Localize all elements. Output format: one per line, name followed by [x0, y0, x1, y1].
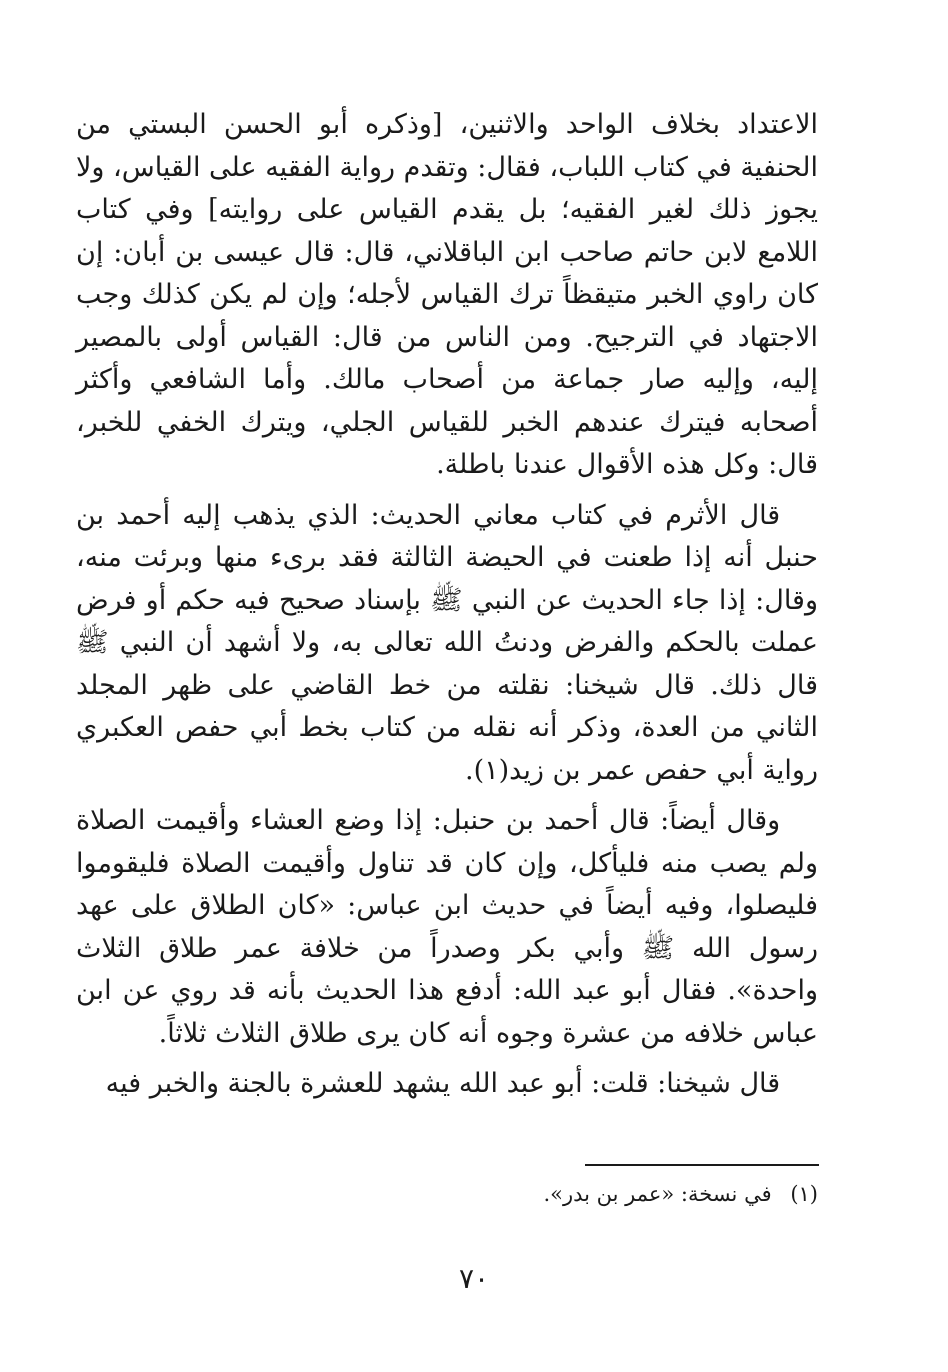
footnote-text: في نسخة: «عمر بن بدر». — [543, 1182, 772, 1206]
main-text — [76, 104, 818, 1106]
page-number: ٧٠ — [458, 1262, 490, 1295]
paragraph-4: قال شيخنا: قلت: أبو عبد الله يشهد للعشرة بالجنة والخبر فيه — [105, 1068, 781, 1099]
footnote-divider — [585, 1164, 819, 1166]
footnote — [218, 1176, 818, 1212]
paragraph-1: الاعتداد بخلاف الواحد والاثنين، [وذكره أبو الحسن البستي من الحنفية في كتاب اللباب، فقال: وتقدم رواية الفقيه على القياس، ولا يجوز ذلك لغير الفقيه؛ بل يقدم القياس على روايته] وفي كتاب اللامع لابن حاتم صاحب ابن الباقلاني، قال: قال عيسى بن أبان: إن كان راوي الخبر متيقظاً ترك القياس لأجله؛ وإن لم يكن كذلك وجب الاجتهاد في الترجيح. ومن الناس من قال: القياس أولى بالمصير إليه، وإليه صار جماعة من أصحاب مالك. وأما الشافعي وأكثر أصحابه فيترك عندهم الخبر للقياس الجلي، ويترك الخفي للخبر، قال: وكل هذه الأقوال عندنا باطلة. — [76, 109, 818, 480]
paragraph-2: قال الأثرم في كتاب معاني الحديث: الذي يذهب إليه أحمد بن حنبل أنه إذا طعنت في الحيضة الثالثة فقد برىء منها وبرئت منه، وقال: إذا جاء الحديث عن النبي ﷺ بإسناد صحيح فيه حكم أو فرض عملت بالحكم والفرض ودنتُ الله تعالى به، ولا أشهد أن النبي ﷺ قال ذلك. قال شيخنا: نقلته من خط القاضي على ظهر المجلد الثاني من العدة، وذكر أنه نقله من كتاب بخط أبي حفص العكبري رواية أبي حفص عمر بن زيد(١). — [76, 499, 818, 786]
footnote-marker: (١) — [790, 1182, 818, 1206]
paragraph-3: وقال أيضاً: قال أحمد بن حنبل: إذا وضع العشاء وأقيمت الصلاة ولم يصب منه فليأكل، وإن كان قد تناول وأقيمت الصلاة فليقوموا فليصلوا، وفيه أيضاً في حديث ابن عباس: «كان الطلاق على عهد رسول الله ﷺ وأبي بكر وصدراً من خلافة عمر طلاق الثلاث واحدة». فقال أبو عبد الله: أدفع هذا الحديث بأنه قد روي عن ابن عباس خلافه من عشرة وجوه أنه كان يرى طلاق الثلاث ثلاثاً. — [76, 805, 818, 1049]
